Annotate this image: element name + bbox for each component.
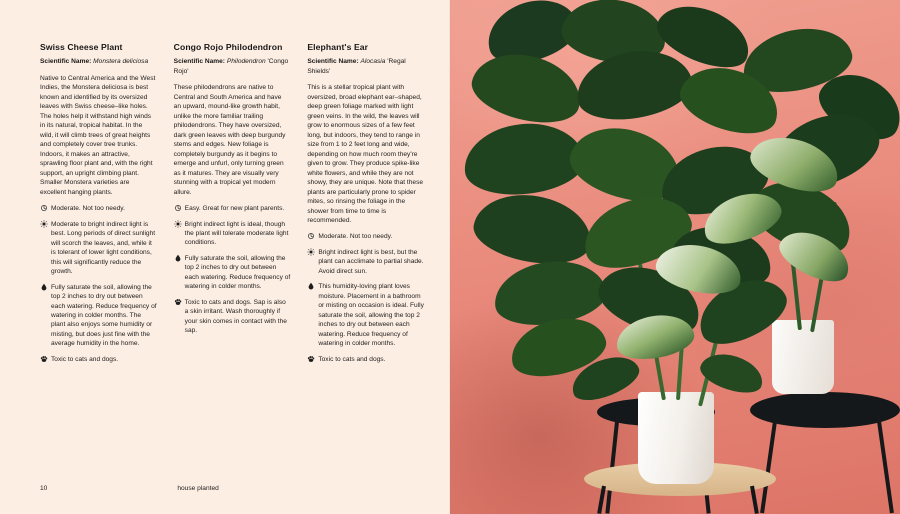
- scientific-name-value: Monstera deliciosa: [93, 58, 149, 66]
- care-item-text: Fully saturate the soil, allowing the top 2 inches to dry out between each watering. Reduce frequency of watering in colder months. The plant also enjoys some humidity or misting, but does just fine with the average humidity in the home.: [51, 283, 157, 348]
- toxic-paw-icon: [40, 355, 48, 363]
- scientific-name-cultivar: 'Congo Rojo': [173, 58, 289, 75]
- scientific-name-cultivar: 'Regal Shields': [307, 58, 406, 75]
- plant-entry-congo-rojo-philodendron: [174, 42, 291, 462]
- care-item-text: Fully saturate the soil, allowing the top 2 inches to dry out between each watering. Reduce frequency of watering in colder months.: [184, 254, 291, 291]
- care-item-light: [174, 220, 291, 248]
- care-item-text: Moderate. Not too needy.: [318, 233, 393, 241]
- care-item-water: [174, 254, 291, 292]
- care-item-text: Toxic to cats and dogs.: [318, 355, 386, 363]
- plant-description: Native to Central America and the West Indies, the Monstera deliciosa is best known and identified by its oversized leaves with Swiss cheese–like holes. The holes help it withstand high winds in its natural, tropical habitat. In the wild, it will climb trees of great heights and completely cover tree trunks. Indoors, it makes an attractive, sprawling floor plant and, with the right support, an upright climbing plant. Smaller Monstera varieties are excellent hanging plants.: [40, 74, 156, 196]
- care-item-water: [307, 282, 424, 348]
- page-number: 10: [40, 485, 48, 492]
- care-item-text: Toxic to cats and dogs. Sap is also a skin irritant. Wash thoroughly if your skin comes in contact with the sap.: [184, 298, 287, 335]
- care-item-text: Bright indirect light is best, but the plant can acclimate to partial shade. Avoid direct sun.: [318, 248, 424, 275]
- sun-icon: [40, 220, 48, 228]
- plant-entry-elephants-ear: [307, 42, 424, 462]
- sun-icon: [307, 248, 315, 256]
- scientific-name-value: Philodendron: [226, 58, 266, 66]
- toxic-paw-icon: [174, 298, 182, 306]
- plant-title: Elephant's Ear: [307, 42, 369, 52]
- care-item-difficulty: [307, 232, 424, 241]
- plant-title: Congo Rojo Philodendron: [173, 42, 283, 52]
- easy-icon: [40, 204, 48, 212]
- white-planter-back: [772, 320, 834, 394]
- care-item-light: [40, 220, 157, 277]
- care-item-toxicity: [174, 298, 291, 336]
- care-item-text: Bright indirect light is ideal, though the plant will tolerate moderate light conditions.: [184, 220, 289, 247]
- care-item-light: [307, 248, 424, 276]
- care-item-difficulty: [40, 204, 157, 213]
- scientific-name: [174, 57, 291, 76]
- care-item-water: [40, 283, 157, 349]
- page-footer: [40, 485, 424, 492]
- scientific-name-label: Scientific Name:: [173, 58, 225, 66]
- care-item-text: Easy. Great for new plant parents.: [184, 205, 285, 213]
- plant-description: This is a stellar tropical plant with oversized, broad elephant ear–shaped, deep green foliage marked with light green veins. In the wild, the leaves will grow to enormous sizes of a few feet long, but indoors, they tend to range in size from 1 to 2 feet long and wide, depending on how much room they're given to grow. They produce spike-like white flowers, and while they are not showy, they are unique. Note that these plants are particularly prone to spider mites, so rinsing the foliage in the shower from time to time is recommended.: [307, 84, 424, 224]
- white-planter-front: [638, 392, 714, 484]
- scientific-name-label: Scientific Name:: [307, 58, 359, 66]
- right-page-photograph: [450, 0, 900, 514]
- plant-title: Swiss Cheese Plant: [40, 42, 123, 52]
- scientific-name: [40, 57, 157, 66]
- scientific-name-label: Scientific Name:: [40, 58, 92, 66]
- water-drop-icon: [307, 282, 315, 290]
- water-drop-icon: [40, 283, 48, 291]
- scientific-name-value: Alocasia: [360, 58, 386, 66]
- care-item-toxicity: [40, 355, 157, 364]
- care-item-text: Toxic to cats and dogs.: [51, 355, 119, 363]
- running-head: house planted: [177, 485, 219, 492]
- care-item-text: Moderate to bright indirect light is best. Long periods of direct sunlight will scorch the leaves, and, while it is tolerant of lower light conditions, this will significantly reduce the growth.: [51, 220, 156, 276]
- care-item-text: This humidity-loving plant loves moisture. Placement in a bathroom or misting on occasion is ideal. Fully saturate the soil, allowing the top 2 inches to dry out between each watering. Reduce frequency of watering in colder months.: [318, 283, 424, 348]
- text-columns: [40, 42, 424, 462]
- scientific-name: [307, 57, 424, 76]
- care-item-toxicity: [307, 355, 424, 364]
- page-gutter: [449, 0, 451, 514]
- water-drop-icon: [174, 254, 182, 262]
- care-item-difficulty: [174, 204, 291, 213]
- toxic-paw-icon: [307, 355, 315, 363]
- plant-description: These philodendrons are native to Central and South America and have an upward, mound-like growth habit, unlike the more familiar trailing philodendrons. They have oversized, dark green leaves with deep burgundy stems and edges. New foliage is completely burgundy as it begins to emerge and unfurl, only turning green as it matures. They are visually very stunning with a tropical yet modern allure.: [173, 84, 286, 196]
- easy-icon: [174, 204, 182, 212]
- care-item-text: Moderate. Not too needy.: [51, 205, 125, 213]
- easy-icon: [307, 232, 315, 240]
- sun-icon: [174, 220, 182, 228]
- plant-entry-swiss-cheese-plant: [40, 42, 157, 462]
